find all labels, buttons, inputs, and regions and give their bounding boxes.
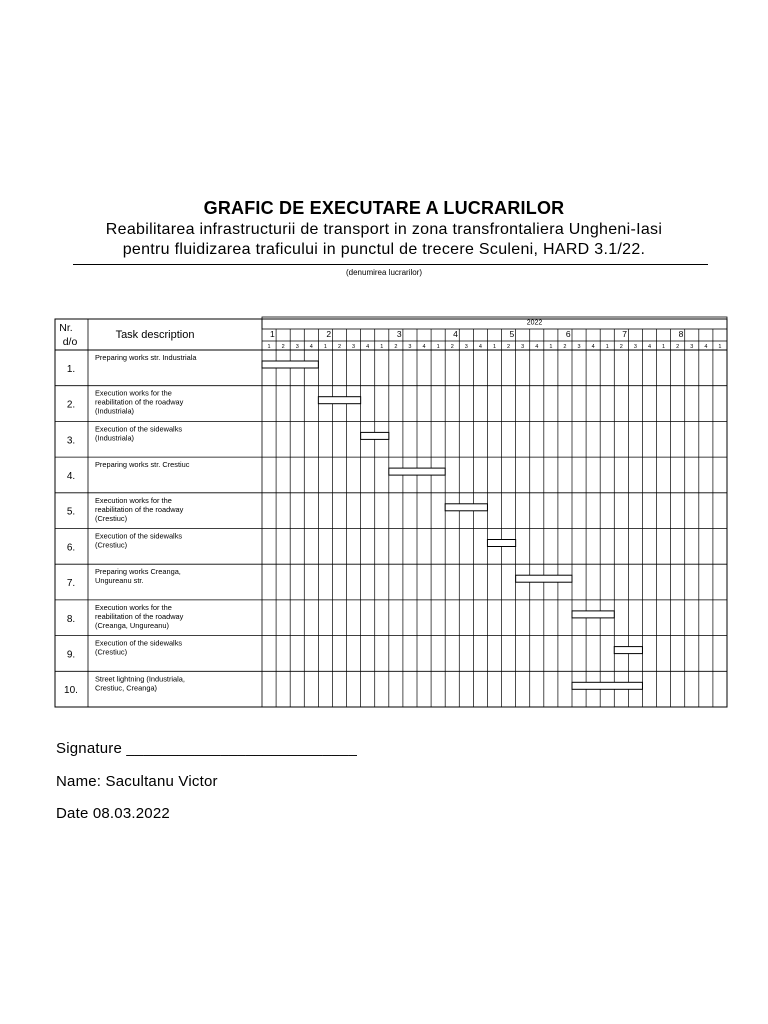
row-number: 5. — [66, 506, 76, 518]
week-label: 1 — [436, 343, 440, 350]
row-number: 3. — [66, 435, 76, 447]
week-label: 3 — [464, 343, 468, 350]
row-number: 9. — [66, 649, 76, 661]
gantt-bar — [572, 682, 642, 689]
week-label: 1 — [718, 343, 722, 350]
document-subtitle-line2: pentru fluidizarea traficului in punctul de trecere Sculeni, HARD 3.1/22. — [122, 241, 646, 258]
week-label: 4 — [704, 343, 708, 350]
week-label: 4 — [535, 343, 539, 350]
month-label: 1 — [270, 329, 275, 339]
week-label: 4 — [309, 343, 313, 350]
task-description: Execution works for the — [95, 388, 172, 398]
task-description: reabilitation of the roadway — [95, 611, 184, 621]
week-label: 1 — [267, 343, 271, 350]
week-label: 4 — [647, 343, 652, 350]
week-label: 2 — [337, 343, 342, 350]
row-number: 10. — [64, 685, 78, 697]
month-label: 8 — [678, 329, 684, 339]
gantt-bar — [262, 361, 318, 368]
week-label: 1 — [492, 343, 497, 350]
week-label: 1 — [662, 343, 666, 350]
works-name-caption: (denumirea lucrarilor) — [345, 268, 423, 277]
row-number: 4. — [66, 470, 76, 482]
week-label: 4 — [591, 343, 595, 350]
gantt-bar — [487, 540, 515, 547]
task-description: Crestiuc, Creanga) — [95, 683, 158, 693]
task-description: Preparing works Creanga, — [95, 567, 181, 577]
month-label: 3 — [396, 329, 402, 339]
month-label: 2 — [326, 329, 332, 339]
week-label: 1 — [549, 343, 553, 350]
header-nr-label: d/o — [62, 336, 78, 348]
task-description: (Industriala) — [95, 406, 135, 416]
row-number: 7. — [66, 578, 76, 590]
task-description: Street lightning (Industriala, — [95, 674, 185, 684]
year-label: 2022 — [526, 319, 543, 327]
task-description: (Crestiuc) — [95, 513, 128, 523]
week-label: 2 — [450, 343, 454, 350]
week-label: 1 — [380, 343, 384, 350]
week-label: 3 — [577, 343, 581, 350]
week-label: 2 — [394, 343, 398, 350]
week-label: 3 — [352, 343, 356, 350]
row-number: 1. — [66, 363, 76, 375]
week-label: 2 — [563, 343, 567, 350]
row-number: 6. — [66, 542, 76, 554]
task-description: Execution of the sidewalks — [95, 531, 183, 541]
gantt-bar — [516, 575, 572, 582]
week-label: 2 — [507, 343, 511, 350]
header-task-label: Task description — [115, 329, 195, 341]
week-label: 2 — [619, 343, 623, 350]
week-label: 4 — [478, 343, 482, 350]
task-description: Execution of the sidewalks — [95, 424, 183, 434]
task-description: Execution works for the — [95, 602, 172, 612]
document-subtitle-line1: Reabilitarea infrastructurii de transport in zona transfrontaliera Ungheni-Iasi — [105, 221, 663, 238]
task-description: reabilitation of the roadway — [95, 397, 184, 407]
week-label: 2 — [676, 343, 680, 350]
task-description: (Creanga, Ungureanu) — [95, 620, 169, 630]
gantt-bar — [614, 647, 642, 654]
row-number: 8. — [66, 613, 76, 625]
task-description: Preparing works str. Industriala — [95, 353, 197, 362]
week-label: 4 — [422, 343, 426, 350]
month-label: 5 — [509, 329, 515, 339]
week-label: 3 — [521, 343, 525, 350]
gantt-bar — [572, 611, 614, 618]
month-label: 7 — [622, 329, 628, 339]
task-description: (Crestiuc) — [95, 647, 128, 657]
row-number: 2. — [66, 399, 76, 411]
signer-name: Name: Sacultanu Victor — [56, 773, 218, 790]
week-label: 2 — [281, 343, 285, 350]
gantt-bar — [318, 397, 360, 404]
gantt-bar — [389, 468, 445, 475]
task-description: Execution of the sidewalks — [95, 638, 183, 648]
week-label: 3 — [690, 343, 694, 350]
document-title: GRAFIC DE EXECUTARE A LUCRARILOR — [203, 198, 565, 218]
week-label: 1 — [323, 343, 327, 350]
task-description: Ungureanu str. — [95, 576, 144, 586]
signature-line: Signature ___________________________ — [56, 740, 358, 757]
gantt-bar — [361, 432, 389, 439]
week-label: 3 — [633, 343, 637, 350]
task-description: (Industriala) — [95, 433, 135, 443]
gantt-bar — [445, 504, 487, 511]
task-description: Preparing works str. Crestiuc — [95, 460, 190, 470]
header-nr-label: Nr. — [59, 322, 73, 334]
task-description: Execution works for the — [95, 495, 172, 505]
week-label: 1 — [605, 343, 609, 350]
task-description: reabilitation of the roadway — [95, 504, 184, 514]
month-label: 6 — [565, 329, 571, 339]
task-description: (Crestiuc) — [95, 540, 128, 550]
week-label: 4 — [366, 343, 370, 350]
document-date: Date 08.03.2022 — [56, 805, 170, 822]
week-label: 3 — [295, 343, 299, 350]
month-label: 4 — [453, 329, 458, 339]
week-label: 3 — [408, 343, 412, 350]
